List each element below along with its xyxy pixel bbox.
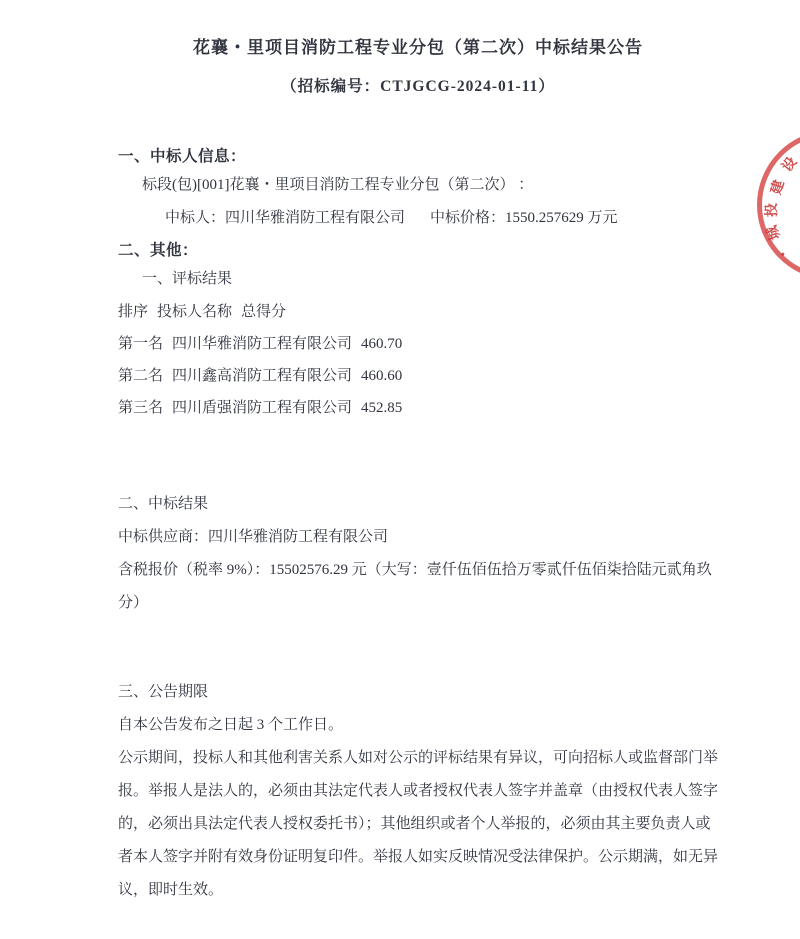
price-line: 含税报价（税率 9%）：15502576.29 元（大写：壹仟伍佰伍拾万零贰仟伍佰柒拾陆元贰角玖分） <box>118 562 712 611</box>
col-bidder: 投标人名称 <box>157 304 233 320</box>
section3-heading: 三、公告期限 <box>118 684 209 700</box>
price-label: 中标价格： <box>430 210 506 226</box>
bidder-name: 四川华雅消防工程有限公司 <box>172 336 353 352</box>
winner-name: 四川华雅消防工程有限公司 <box>225 210 406 226</box>
rank: 第三名 <box>118 400 164 416</box>
evaluation-heading: 一、评标结果 <box>142 271 233 287</box>
winner-label: 中标人： <box>165 210 226 226</box>
stamp-character: 建 <box>767 177 787 197</box>
table-row <box>118 392 718 424</box>
section1-heading: 一、中标人信息： <box>118 148 247 165</box>
stamp-character: 设 <box>778 153 800 175</box>
tender-number: （招标编号：CTJGCG-2024-01-11） <box>281 78 555 95</box>
table-row <box>118 360 718 392</box>
rank: 第一名 <box>118 336 164 352</box>
lot-line: 标段(包)[001]花襄・里项目消防工程专业分包（第二次） ： <box>142 177 534 193</box>
red-seal-stamp <box>757 130 800 280</box>
col-rank: 排序 <box>118 304 149 320</box>
objection-paragraph: 公示期间，投标人和其他利害关系人如对公示的评标结果有异议，可向招标人或监督部门举报。举报人是法人的，必须由其法定代表人或者授权代表人签字并盖章（由授权代表人签字的，必须出具法定代表人授权委托书）；其他组织或者个人举报的，必须由其主要负责人或者本人签字并附有效身份证明复印件。举报人如实反映情况受法律保护。公示期满，如无异议，即时生效。 <box>118 750 719 898</box>
bidder-name: 四川盾强消防工程有限公司 <box>172 400 353 416</box>
section2-heading: 二、其他： <box>118 242 199 259</box>
duration-line: 自本公告发布之日起 3 个工作日。 <box>118 717 344 733</box>
score: 452.85 <box>361 400 403 416</box>
document-body <box>118 0 718 907</box>
supplier-line: 中标供应商：四川华雅消防工程有限公司 <box>118 529 389 545</box>
result-heading: 二、中标结果 <box>118 496 209 512</box>
price-value: 1550.257629 万元 <box>505 210 618 226</box>
bidder-name: 四川鑫高消防工程有限公司 <box>172 368 353 384</box>
score: 460.70 <box>361 336 403 352</box>
rank: 第二名 <box>118 368 164 384</box>
table-row <box>118 328 718 360</box>
score: 460.60 <box>361 368 403 384</box>
stamp-character: 投 <box>762 202 780 218</box>
stamp-character: ・ <box>772 243 794 265</box>
stamp-character: 城 <box>762 223 784 243</box>
winner-line <box>118 202 718 235</box>
table-header <box>118 296 718 328</box>
col-score: 总得分 <box>241 304 287 320</box>
document-title: 花襄・里项目消防工程专业分包（第二次）中标结果公告 <box>193 38 643 57</box>
